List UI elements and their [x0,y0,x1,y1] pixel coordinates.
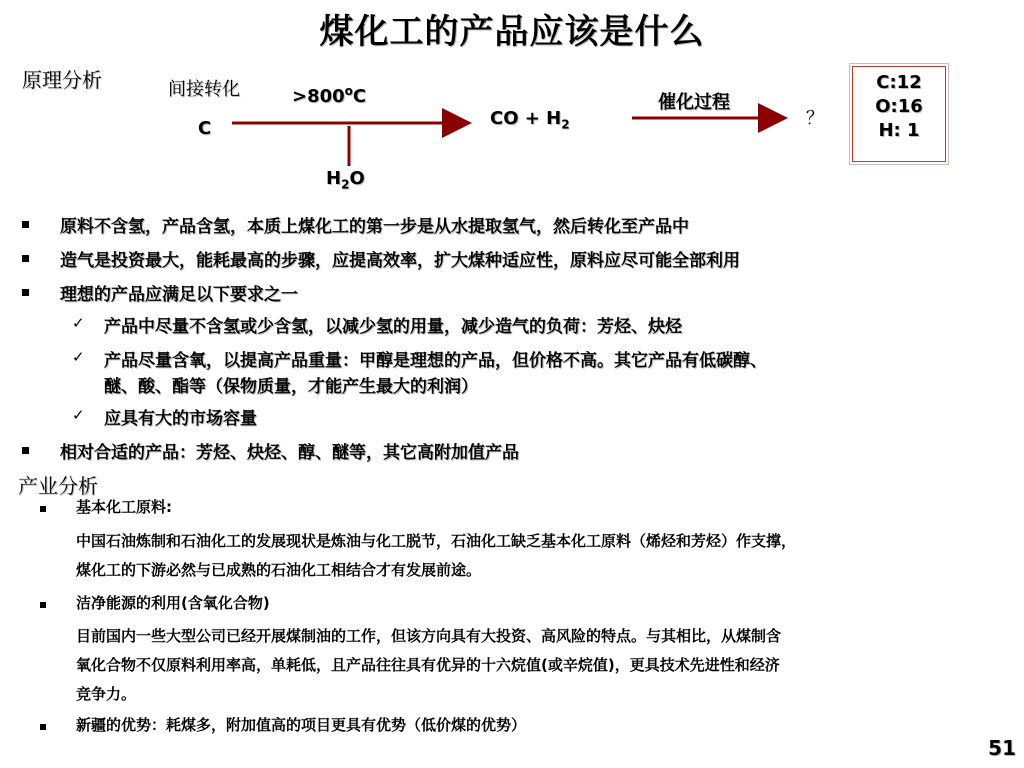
industry-line: 竞争力。 [76,685,137,703]
check-item: 应具有大的市场容量 [104,409,257,429]
industry-line: 目前国内一些大型公司已经开展煤制油的工作，但该方向具有大投资、高风险的特点。与其相比，从煤制含 [76,627,782,645]
water-subscript: 2 [341,177,350,192]
unknown-product: ？ [806,108,824,129]
element-carbon: C:12 [876,72,922,93]
bullet-square [22,289,29,296]
bullet-square [22,447,29,454]
atomic-mass-box [852,66,946,162]
check-icon: ✓ [72,348,85,366]
page-title: 煤化工的产品应该是什么 [319,12,705,52]
bullet-square [22,221,29,228]
bullet-text: 理想的产品应满足以下要求之一 [60,285,298,305]
element-hydrogen: H: 1 [878,120,920,141]
temperature-label [292,84,366,107]
water-h: H [326,168,342,189]
temperature-unit: C [352,86,367,107]
product-co: CO + H [490,108,562,129]
temperature-degree: o [344,84,353,98]
check-item: 产品尽量含氧，以提高产品重量：甲醇是理想的产品，但价格不高。其它产品有低碳醇、 [104,351,767,371]
water-o: O [349,168,365,189]
temperature-value: >800 [292,86,345,107]
page-number: 51 [988,736,1016,760]
bullet-square [40,506,46,512]
check-item: 产品中尽量不含氢或少含氢，以减少氢的用量，减少造气的负荷：芳烃、炔烃 [104,317,682,337]
product-label [490,108,570,132]
industry-line: 中国石油炼制和石油化工的发展现状是炼油与化工脱节，石油化工缺乏基本化工原料（烯烃和芳烃）作支撑， [76,532,797,550]
bullet-text: 相对合适的产品：芳烃、炔烃、醇、醚等，其它高附加值产品 [60,443,519,463]
product-subscript: 2 [561,117,570,132]
bullet-square [40,602,46,608]
bullet-text: 原料不含氢，产品含氢，本质上煤化工的第一步是从水提取氢气，然后转化至产品中 [60,217,689,237]
water-label [326,168,365,192]
industry-heading: 基本化工原料: [76,498,172,516]
industry-line: 煤化工的下游必然与已成熟的石油化工相结合才有发展前途。 [76,561,482,579]
section-industry: 产业分析 [18,474,98,498]
bullet-square [40,724,46,730]
carbon-label: C [198,118,212,139]
indirect-label: 间接转化 [168,79,240,100]
industry-line: 氧化合物不仅原料利用率高，单耗低，且产品往往具有优异的十六烷值(或辛烷值)，更具技术先进性和经济 [76,656,780,674]
bullet-square [22,255,29,262]
bullet-text: 造气是投资最大，能耗最高的步骤，应提高效率，扩大煤种适应性，原料应尽可能全部利用 [60,251,740,271]
element-oxygen: O:16 [875,96,923,117]
section-principle: 原理分析 [22,68,102,92]
catalytic-label: 催化过程 [658,92,730,113]
check-icon: ✓ [72,406,85,424]
industry-heading: 新疆的优势：耗煤多，附加值高的项目更具有优势（低价煤的优势） [76,716,527,734]
check-icon: ✓ [72,314,85,332]
industry-heading: 洁净能源的利用(含氧化合物) [76,594,270,612]
check-item-continued: 醚、酸、酯等（保物质量，才能产生最大的利润） [104,377,478,397]
